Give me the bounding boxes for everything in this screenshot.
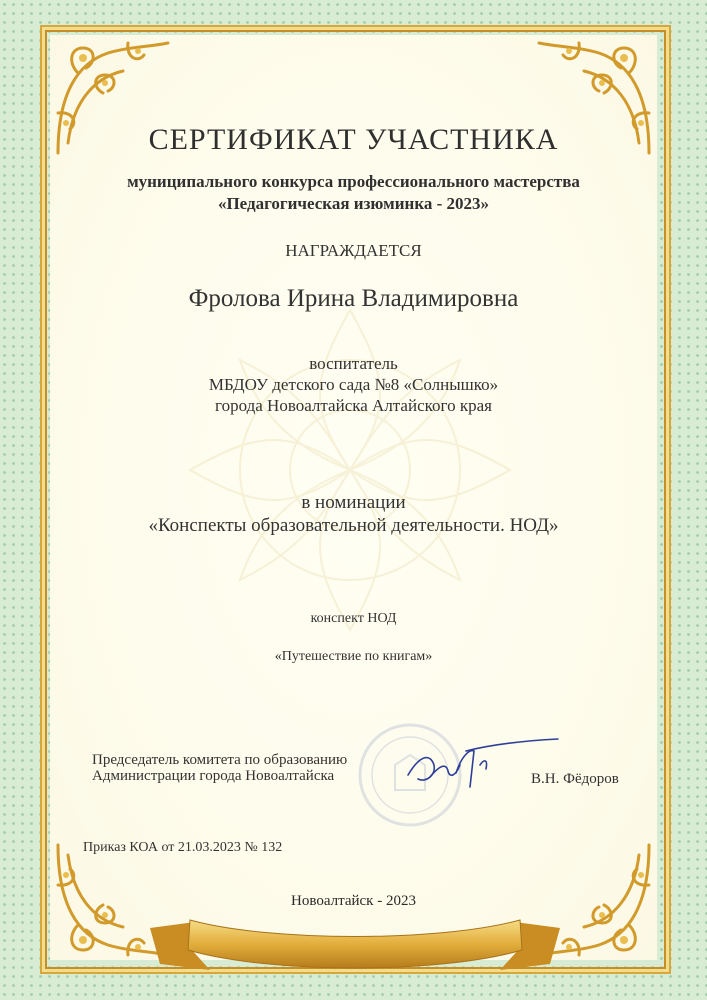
nomination-label: в номинации <box>301 492 406 513</box>
work-type: конспект НОД <box>310 611 397 626</box>
recipient-name: Фролова Ирина Владимировна <box>188 285 519 312</box>
certificate-title: СЕРТИФИКАТ УЧАСТНИКА <box>148 123 559 156</box>
order-reference: Приказ КОА от 21.03.2023 № 132 <box>83 840 283 855</box>
contest-name: «Педагогическая изюминка - 2023» <box>217 194 490 213</box>
contest-description: муниципального конкурса профессионального мастерства <box>127 172 580 191</box>
chair-title-line-2: Администрации города Новоалтайска <box>92 768 335 784</box>
work-title: «Путешествие по книгам» <box>274 649 433 664</box>
floral-watermark-icon <box>150 280 550 660</box>
recipient-organization: МБДОУ детского сада №8 «Солнышко» <box>208 375 499 394</box>
award-heading: НАГРАЖДАЕТСЯ <box>285 241 422 260</box>
gold-ribbon-icon <box>150 900 560 980</box>
recipient-city: города Новоалтайска Алтайского края <box>215 396 492 415</box>
nomination-name: «Конспекты образовательной деятельности. НОД» <box>148 515 559 536</box>
place-and-year: Новоалтайск - 2023 <box>291 893 416 909</box>
recipient-position: воспитатель <box>309 354 398 373</box>
chair-title-line-1: Председатель комитета по образованию <box>92 752 348 768</box>
signer-name: В.Н. Фёдоров <box>531 771 619 787</box>
